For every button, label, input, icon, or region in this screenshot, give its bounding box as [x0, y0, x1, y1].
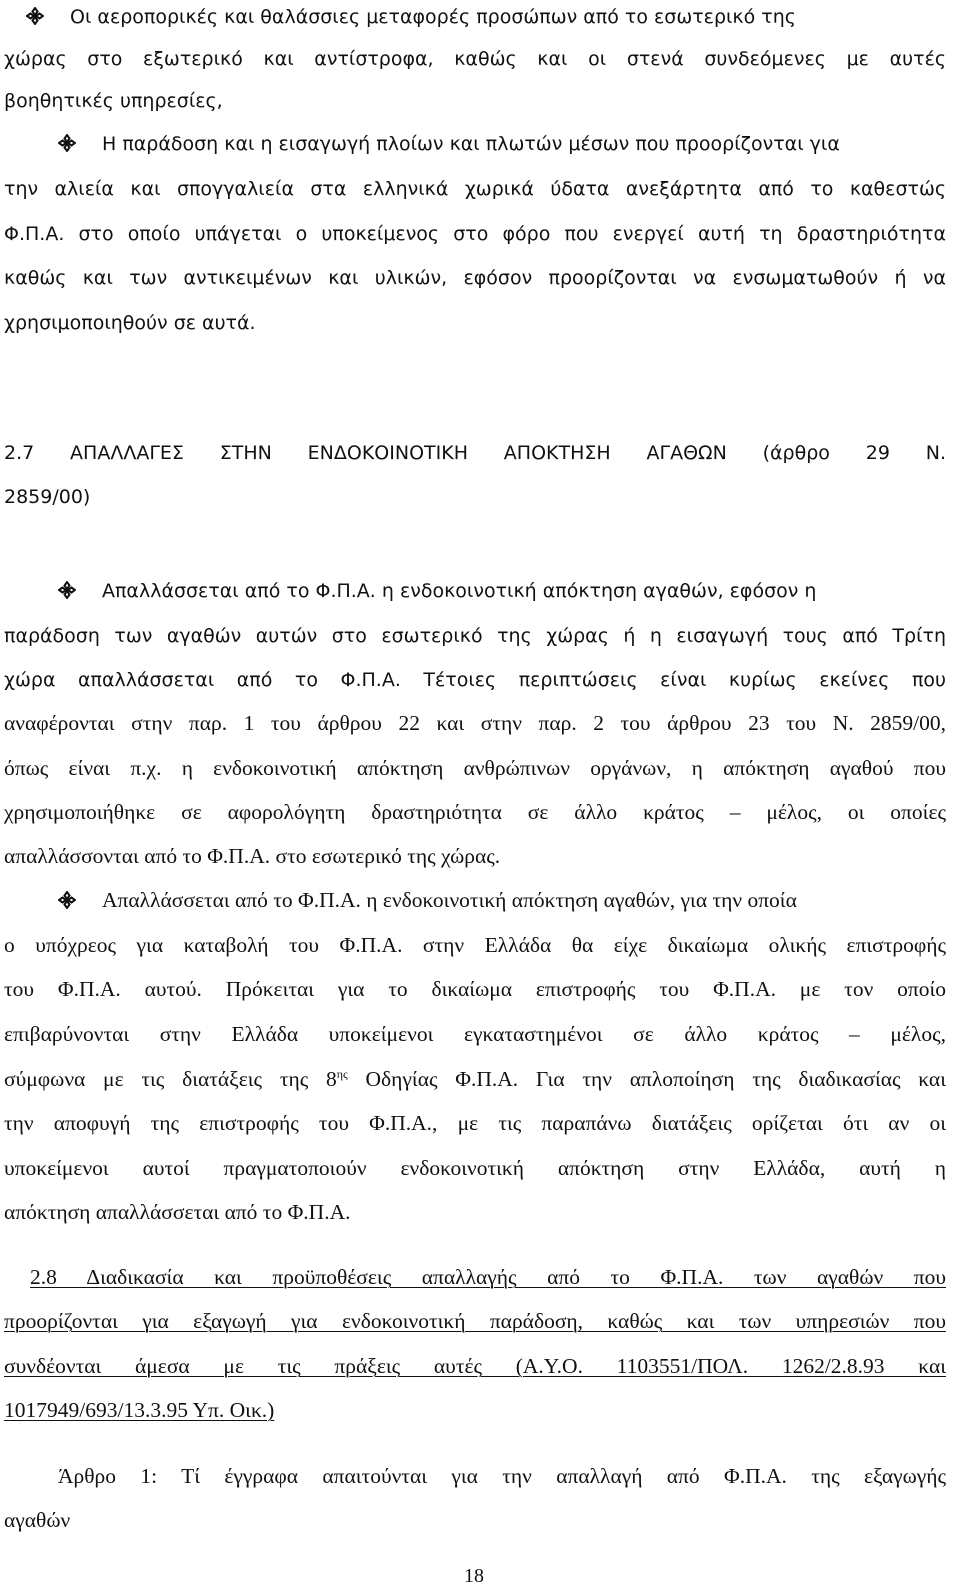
diamond-bullet-icon: [58, 891, 76, 909]
text-line: την αλιεία και σπογγαλιεία στα ελληνικά χωρικά ύδατα ανεξάρτητα από το καθεστώς: [4, 178, 946, 200]
text-line: υποκείμενοι αυτοί πραγματοποιούν ενδοκοινοτική απόκτηση στην Ελλάδα, αυτή η: [4, 1156, 946, 1180]
heading-text: 2.8 Διαδικασία και προϋποθέσεις απαλλαγής από το Φ.Π.Α. των αγαθών που: [30, 1265, 946, 1289]
text-segment: Οδηγίας Φ.Π.Α. Για την απλοποίηση της διαδικασίας και: [347, 1067, 946, 1091]
text-line: την αποφυγή της επιστροφής του Φ.Π.Α., με τις παραπάνω διατάξεις ορίζεται ότι αν οι: [4, 1111, 946, 1135]
text-line: [4, 1066, 946, 1092]
heading-text: 1017949/693/13.3.95 Υπ. Οικ.): [4, 1398, 275, 1422]
text-line: απαλλάσσονται από το Φ.Π.Α. στο εσωτερικό της χώρας.: [4, 844, 501, 868]
heading-text: συνδέονται άμεσα με τις πράξεις αυτές (Α.Υ.Ο. 1103551/ΠΟΛ. 1262/2.8.93 και: [4, 1354, 946, 1378]
bullet-text: Απαλλάσσεται από το Φ.Π.Α. η ενδοκοινοτική απόκτηση αγαθών, εφόσον η: [102, 580, 817, 602]
article-heading: αγαθών: [4, 1508, 71, 1532]
page-number: 18: [464, 1566, 484, 1583]
text-line: χρησιμοποιήθηκε σε αφορολόγητη δραστηριότητα σε άλλο κράτος – μέλος, οι οποίες: [4, 800, 946, 824]
bullet-text: Οι αεροπορικές και θαλάσσιες μεταφορές προσώπων από το εσωτερικό της: [70, 6, 796, 28]
text-line: [58, 578, 946, 604]
text-line: χρησιμοποιηθούν σε αυτά.: [4, 312, 256, 334]
text-line: ο υπόχρεος για καταβολή του Φ.Π.Α. στην Ελλάδα θα είχε δικαίωμα ολικής επιστροφής: [4, 933, 946, 957]
section-heading: 2.7 ΑΠΑΛΛΑΓΕΣ ΣΤΗΝ ΕΝΔΟΚΟΙΝΟΤΙΚΗ ΑΠΟΚΤΗΣΗ ΑΓΑΘΩΝ (άρθρο 29 Ν.: [4, 442, 946, 464]
diamond-bullet-icon: [26, 7, 44, 25]
section-heading: [4, 1308, 946, 1334]
text-line: χώρας στο εξωτερικό και αντίστροφα, καθώς και οι στενά συνδεόμενες με αυτές: [4, 48, 946, 70]
text-line: του Φ.Π.Α. αυτού. Πρόκειται για το δικαίωμα επιστροφής του Φ.Π.Α. με τον οποίο: [4, 977, 946, 1001]
text-line: όπως είναι π.χ. η ενδοκοινοτική απόκτηση ανθρώπινων οργάνων, η απόκτηση αγαθού που: [4, 756, 946, 780]
section-heading: [4, 1353, 946, 1379]
bullet-text: Απαλλάσσεται από το Φ.Π.Α. η ενδοκοινοτική απόκτηση αγαθών, για την οποία: [102, 888, 797, 912]
text-line: [26, 4, 946, 30]
text-line: αναφέρονται στην παρ. 1 του άρθρου 22 και στην παρ. 2 του άρθρου 23 του Ν. 2859/00,: [4, 711, 946, 735]
diamond-bullet-icon: [58, 134, 76, 152]
text-line: επιβαρύνονται στην Ελλάδα υποκείμενοι εγκαταστημένοι σε άλλο κράτος – μέλος,: [4, 1022, 946, 1046]
superscript: ης: [336, 1067, 348, 1081]
text-line: καθώς και των αντικειμένων και υλικών, εφόσον προορίζονται να ενσωματωθούν ή να: [4, 267, 946, 289]
text-line: παράδοση των αγαθών αυτών στο εσωτερικό της χώρας ή η εισαγωγή τους από Τρίτη: [4, 625, 946, 647]
text-line: [58, 131, 946, 157]
text-line: απόκτηση απαλλάσσεται από το Φ.Π.Α.: [4, 1200, 351, 1224]
article-heading: Άρθρο 1: Τί έγγραφα απαιτούνται για την απαλλαγή από Φ.Π.Α. της εξαγωγής: [58, 1464, 946, 1488]
bullet-text: Η παράδοση και η εισαγωγή πλοίων και πλωτών μέσων που προορίζονται για: [102, 133, 840, 155]
section-heading: [30, 1264, 946, 1290]
text-line: βοηθητικές υπηρεσίες,: [4, 90, 223, 112]
section-heading: [4, 1397, 946, 1423]
section-heading: 2859/00): [4, 486, 91, 508]
diamond-bullet-icon: [58, 581, 76, 599]
heading-text: προορίζονται για εξαγωγή για ενδοκοινοτική παράδοση, καθώς και των υπηρεσιών που: [4, 1309, 946, 1333]
text-line: χώρα απαλλάσσεται από το Φ.Π.Α. Τέτοιες περιπτώσεις είναι κυρίως εκείνες που: [4, 669, 946, 691]
text-line: Φ.Π.Α. στο οποίο υπάγεται ο υποκείμενος στο φόρο που ενεργεί αυτή τη δραστηριότητα: [4, 223, 946, 245]
text-segment: σύμφωνα με τις διατάξεις της 8: [4, 1067, 337, 1091]
text-line: [58, 887, 946, 913]
